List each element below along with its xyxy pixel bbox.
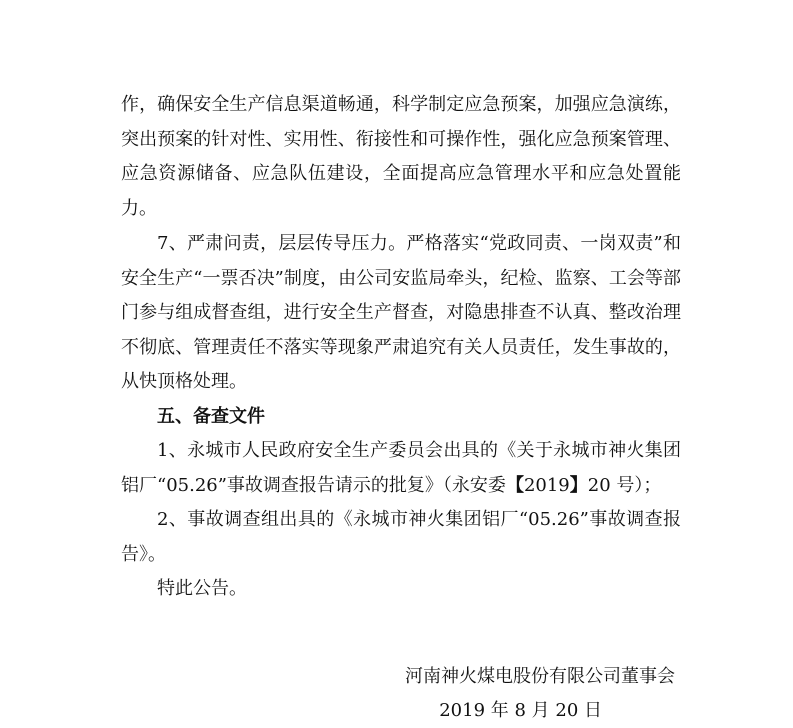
- paragraph-reference-2: 2、事故调查组出具的《永城市神火集团铝厂“05.26”事故调查报告》。: [121, 509, 681, 565]
- reference-1-number: 20 号）；: [587, 474, 662, 496]
- signature-company: 河南神火煤电股份有限公司董事会: [405, 666, 675, 687]
- section-heading-reference-documents: 五、备查文件: [157, 406, 265, 427]
- paragraph-closing: 特此公告。: [157, 578, 247, 599]
- reference-1-text: 1、永城市人民政府安全生产委员会出具的《关于永城市神火集团铝厂“05.26”事故调查报告请示的批复》（永安委: [121, 440, 681, 496]
- reference-1-year: 2019: [523, 474, 570, 496]
- signature-date: 2019 年 8 月 20 日: [439, 700, 602, 721]
- reference-1-bracket-close: 】: [569, 474, 588, 496]
- paragraph-reference-1: [121, 434, 681, 503]
- paragraph-emergency-management: 作，确保安全生产信息渠道畅通，科学制定应急预案，加强应急演练，突出预案的针对性、实用性、衔接性和可操作性，强化应急预案管理、应急资源储备、应急队伍建设，全面提高应急管理水平和应急处置能力。: [121, 94, 681, 219]
- reference-1-bracket-open: 【: [505, 474, 524, 496]
- paragraph-item-7-accountability: 7、严肃问责，层层传导压力。严格落实“党政同责、一岗双责”和安全生产“一票否决”制度，由公司安监局牵头，纪检、监察、工会等部门参与组成督查组，进行安全生产督查，对隐患排查不认真、整改治理不彻底、管理责任不落实等现象严肃追究有关人员责任，发生事故的，从快顶格处理。: [121, 233, 681, 393]
